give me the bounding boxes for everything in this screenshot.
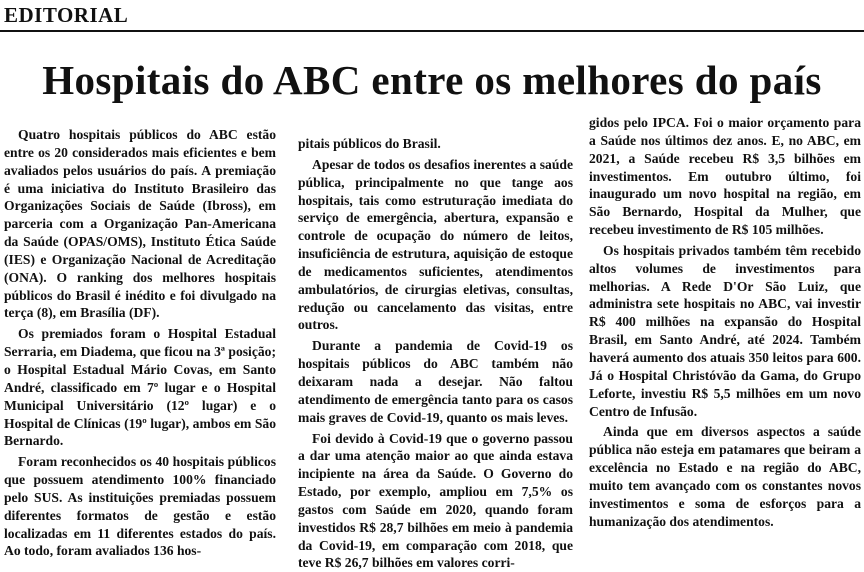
headline: Hospitais do ABC entre os melhores do país — [0, 54, 864, 106]
article-column-3 — [589, 114, 861, 530]
paragraph: Os premiados foram o Hospital Estadual Serraria, em Diadema, que ficou na 3ª posição; o Hospital Estadual Mário Covas, em Santo André, classificado em 7º lugar e o Hospital Municipal Universitário (12º lugar) e o Hospital de Clínicas (19º lugar), ambos em São Bernardo. — [4, 325, 276, 450]
article-column-2 — [298, 135, 573, 572]
paragraph: pitais públicos do Brasil. — [298, 135, 573, 153]
section-divider — [0, 30, 864, 32]
paragraph: Ainda que em diversos aspectos a saúde pública não esteja em patamares que beiram a excelência no Estado e na região do ABC, muito tem avançado com os constantes novos investimentos e soma de esforços para a humanização dos atendimentos. — [589, 423, 861, 530]
paragraph: Quatro hospitais públicos do ABC estão entre os 20 considerados mais eficientes e bem avaliados pelos usuários do país. A premiação é uma iniciativa do Instituto Brasileiro das Organizações Sociais de Saúde (Ibross), em parceria com a Organização Pan-Americana da Saúde (OPAS/OMS), Instituto Ética Saúde (IES) e Organização Nacional de Acreditação (ONA). O ranking dos melhores hospitais públicos do Brasil é inédito e foi divulgado na terça (8), em Brasília (DF). — [4, 126, 276, 322]
paragraph: gidos pelo IPCA. Foi o maior orçamento para a Saúde nos últimos dez anos. E, no ABC, em 2021, a Saúde recebeu R$ 3,5 bilhões em investimentos. Em outubro último, foi inaugurado um novo hospital na região, em São Bernardo, Hospital da Mulher, que recebeu investimento de R$ 105 milhões. — [589, 114, 861, 239]
paragraph: Durante a pandemia de Covid-19 os hospitais públicos do ABC também não deixaram nada a desejar. Não faltou atendimento de emergência tanto para os casos mais graves de Covid-19, quanto os mais leves. — [298, 337, 573, 426]
paragraph: Apesar de todos os desafios inerentes a saúde pública, principalmente no que tange aos hospitais, tais como estruturação imediata do serviço de emergência, abertura, expansão e controle de ocupação do número de leitos, insuficiência de estrutura, aquisição de estoque de medicamentos suficientes, atendimentos ambulatórios, de cirurgias eletivas, consultas, redução ou cancelamento das visitas, entre outros. — [298, 156, 573, 334]
paragraph: Foram reconhecidos os 40 hospitais públicos que possuem atendimento 100% financiado pelo SUS. As instituições premiadas possuem diferentes formatos de gestão e estão localizadas em 11 diferentes estados do país. Ao todo, foram avaliados 136 hos- — [4, 453, 276, 560]
paragraph: Os hospitais privados também têm recebido altos volumes de investimentos para melhorias. A Rede D'Or São Luiz, que administra sete hospitais no ABC, vai investir R$ 400 milhões na expansão do Hospital Brasil, em Santo André, até 2024. Também haverá aumento dos atuais 350 leitos para 600. Já o Hospital Christóvão da Gama, do Grupo Leforte, investiu R$ 5,5 milhões em um novo Centro de Infusão. — [589, 242, 861, 420]
paragraph: Foi devido à Covid-19 que o governo passou a dar uma atenção maior ao que ainda estava incipiente na área da Saúde. O Governo do Estado, por exemplo, ampliou em 7,5% os gastos com Saúde em 2020, quando foram investidos R$ 28,7 bilhões em meio à pandemia da Covid-19, em comparação com 2018, que teve R$ 26,7 bilhões em valores corri- — [298, 430, 573, 572]
section-label: EDITORIAL — [4, 2, 128, 28]
article-column-1 — [4, 126, 276, 560]
